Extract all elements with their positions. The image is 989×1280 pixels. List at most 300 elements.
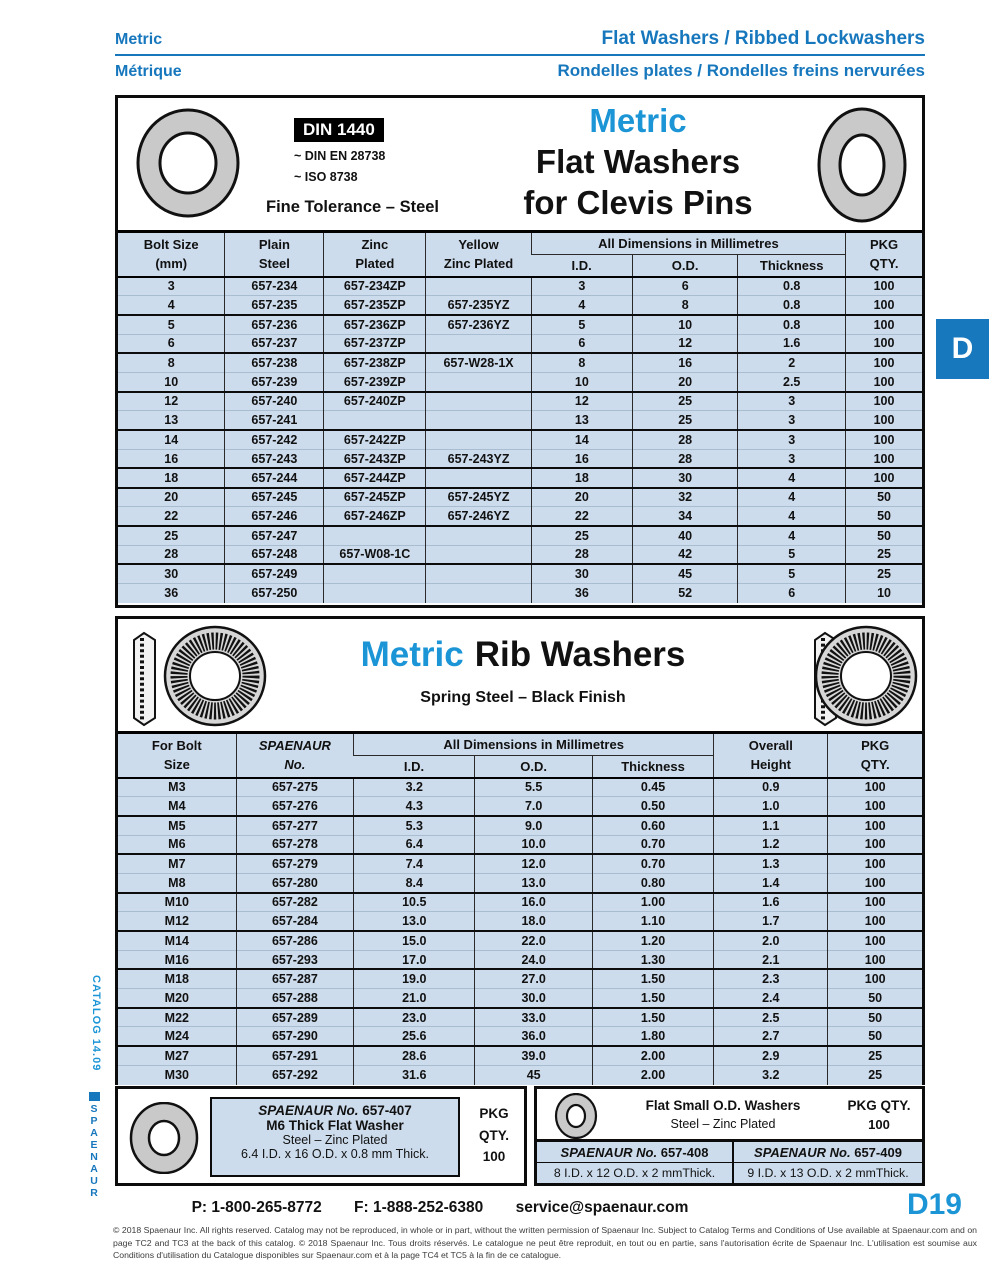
table-cell: 657-246ZP bbox=[324, 507, 426, 526]
table-row bbox=[118, 1008, 922, 1027]
table-cell: 100 bbox=[846, 468, 922, 487]
table-cell: 657-235 bbox=[225, 296, 324, 315]
table-cell: M24 bbox=[118, 1027, 236, 1046]
table-cell: 4 bbox=[738, 526, 846, 545]
col-id: I.D. bbox=[571, 257, 592, 273]
table-cell: 100 bbox=[846, 353, 922, 372]
flat-washers-title bbox=[458, 100, 818, 223]
table-cell: 1.50 bbox=[592, 969, 713, 988]
table-cell: 3 bbox=[738, 392, 846, 411]
table-cell: 7.4 bbox=[354, 854, 475, 873]
header-divider bbox=[115, 54, 925, 56]
rib-washer-image-left bbox=[161, 624, 269, 728]
table-row bbox=[118, 468, 922, 487]
table-cell: 657-278 bbox=[236, 835, 353, 854]
table-cell: 6 bbox=[633, 277, 738, 296]
small-od-part-grid bbox=[537, 1139, 922, 1183]
table-cell: 657-246YZ bbox=[426, 507, 531, 526]
table-cell: 657-W08-1C bbox=[324, 545, 426, 564]
table-cell: 34 bbox=[633, 507, 738, 526]
table-cell: 10.0 bbox=[475, 835, 592, 854]
col-pkg-qty: PKG QTY. bbox=[828, 733, 922, 778]
table-cell: 4 bbox=[738, 468, 846, 487]
table-cell: 1.3 bbox=[714, 854, 828, 873]
table-cell: 25 bbox=[828, 1046, 922, 1065]
table-cell: 1.30 bbox=[592, 950, 713, 969]
table-cell: 30.0 bbox=[475, 989, 592, 1008]
table-cell: 0.8 bbox=[738, 296, 846, 315]
thick-flat-washer-box bbox=[115, 1086, 527, 1186]
table-cell: 657-234ZP bbox=[324, 277, 426, 296]
col-group-dimensions: All Dimensions in Millimetres bbox=[531, 232, 845, 255]
table-cell: 657-290 bbox=[236, 1027, 353, 1046]
table-cell: 6 bbox=[531, 334, 632, 353]
table-cell: 657-245YZ bbox=[426, 488, 531, 507]
table-row bbox=[118, 315, 922, 334]
col-yellow-zinc: Yellow Zinc Plated bbox=[426, 232, 531, 277]
table-cell: 40 bbox=[633, 526, 738, 545]
table-cell: 100 bbox=[828, 893, 922, 912]
table-cell: 100 bbox=[828, 778, 922, 797]
table-cell: 4.3 bbox=[354, 797, 475, 816]
flat-small-od-washers-box bbox=[534, 1086, 925, 1186]
table-cell: 100 bbox=[828, 835, 922, 854]
col-for-bolt-size: For Bolt Size bbox=[151, 737, 202, 773]
table-cell: 3 bbox=[738, 449, 846, 468]
table-cell: 25.6 bbox=[354, 1027, 475, 1046]
part-label-657-409: SPAENAUR No. 657-409 bbox=[732, 1142, 922, 1163]
spaenaur-no-label: SPAENAUR No. bbox=[258, 1103, 359, 1118]
table-cell: M22 bbox=[118, 1008, 236, 1027]
table-cell: 19.0 bbox=[354, 969, 475, 988]
table-row bbox=[118, 526, 922, 545]
table-cell: 2.4 bbox=[714, 989, 828, 1008]
table-cell: 3.2 bbox=[714, 1065, 828, 1084]
table-cell: 30 bbox=[118, 564, 225, 583]
table-cell: 3 bbox=[531, 277, 632, 296]
col-od: O.D. bbox=[633, 255, 738, 277]
table-cell: 2.7 bbox=[714, 1027, 828, 1046]
table-cell: 3.2 bbox=[354, 778, 475, 797]
table-cell: 4 bbox=[118, 296, 225, 315]
table-cell: 50 bbox=[846, 507, 922, 526]
table-cell bbox=[324, 584, 426, 603]
table-cell: 14 bbox=[531, 430, 632, 449]
table-cell: 22.0 bbox=[475, 931, 592, 950]
table-cell: 18 bbox=[118, 468, 225, 487]
table-cell: M30 bbox=[118, 1065, 236, 1084]
table-cell bbox=[426, 584, 531, 603]
table-cell: 1.6 bbox=[738, 334, 846, 353]
table-cell: 23.0 bbox=[354, 1008, 475, 1027]
col-plain-steel: Plain Steel bbox=[225, 232, 324, 277]
table-cell: 100 bbox=[846, 411, 922, 430]
table-cell: 657-237 bbox=[225, 334, 324, 353]
table-cell: 100 bbox=[846, 334, 922, 353]
table-cell: 657-243YZ bbox=[426, 449, 531, 468]
table-row bbox=[118, 854, 922, 873]
flat-washer-image-left bbox=[134, 106, 242, 221]
table-cell: 16 bbox=[531, 449, 632, 468]
rib-washers-title bbox=[318, 635, 728, 675]
table-cell: 13 bbox=[531, 411, 632, 430]
table-cell: 42 bbox=[633, 545, 738, 564]
table-cell: 657-289 bbox=[236, 1008, 353, 1027]
table-cell: 12 bbox=[531, 392, 632, 411]
table-row bbox=[118, 296, 922, 315]
table-cell: M6 bbox=[118, 835, 236, 854]
table-cell: 17.0 bbox=[354, 950, 475, 969]
rib-washer-image-right bbox=[812, 624, 920, 728]
table-cell: 2.3 bbox=[714, 969, 828, 988]
table-cell bbox=[324, 411, 426, 430]
flat-washer-image-right bbox=[816, 106, 908, 224]
table-cell: 13.0 bbox=[354, 912, 475, 931]
spine-brand-block bbox=[88, 1092, 100, 1199]
table-cell: 657-249 bbox=[225, 564, 324, 583]
spaenaur-logo-icon bbox=[89, 1092, 100, 1101]
rib-washers-banner bbox=[118, 619, 922, 731]
table-row bbox=[118, 893, 922, 912]
table-cell: 657-239ZP bbox=[324, 372, 426, 391]
table-cell: 2.0 bbox=[714, 931, 828, 950]
table-cell: M5 bbox=[118, 816, 236, 835]
table-cell: 16 bbox=[633, 353, 738, 372]
table-cell: 21.0 bbox=[354, 989, 475, 1008]
table-cell: M27 bbox=[118, 1046, 236, 1065]
table-cell: 657-292 bbox=[236, 1065, 353, 1084]
table-cell: 1.4 bbox=[714, 873, 828, 892]
table-cell: 2.1 bbox=[714, 950, 828, 969]
table-cell: 657-243ZP bbox=[324, 449, 426, 468]
table-cell bbox=[426, 392, 531, 411]
table-cell: 100 bbox=[828, 931, 922, 950]
table-cell: 100 bbox=[846, 449, 922, 468]
col-overall-height: Overall Height bbox=[714, 733, 828, 778]
flat-washers-section bbox=[115, 95, 925, 608]
table-cell: 657-250 bbox=[225, 584, 324, 603]
table-cell: 657-242 bbox=[225, 430, 324, 449]
table-cell: 657-293 bbox=[236, 950, 353, 969]
rib-washers-section bbox=[115, 616, 925, 1085]
pkg-qty-value: 100 bbox=[482, 1149, 506, 1165]
table-cell: 657-238 bbox=[225, 353, 324, 372]
table-row bbox=[118, 797, 922, 816]
table-cell: M18 bbox=[118, 969, 236, 988]
table-cell: 1.80 bbox=[592, 1027, 713, 1046]
col-bolt-size: Bolt Size (mm) bbox=[143, 236, 199, 272]
table-cell: M12 bbox=[118, 912, 236, 931]
table-row bbox=[118, 334, 922, 353]
col-thickness: Thickness bbox=[592, 756, 713, 778]
table-cell: 25 bbox=[531, 526, 632, 545]
table-cell: 10 bbox=[118, 372, 225, 391]
table-row bbox=[118, 912, 922, 931]
table-cell: 13.0 bbox=[475, 873, 592, 892]
table-cell: 20 bbox=[118, 488, 225, 507]
pkg-label-line1: PKG bbox=[479, 1106, 509, 1121]
part-name: M6 Thick Flat Washer bbox=[266, 1118, 404, 1133]
rib-title-accent: Metric bbox=[360, 635, 464, 674]
table-row bbox=[118, 1046, 922, 1065]
table-cell: 8 bbox=[118, 353, 225, 372]
part-dimensions: 6.4 I.D. x 16 O.D. x 0.8 mm Thick. bbox=[240, 1147, 430, 1161]
table-cell: 1.10 bbox=[592, 912, 713, 931]
col-spaenaur-no: SPAENAUR No. bbox=[236, 733, 353, 778]
table-cell: 8 bbox=[531, 353, 632, 372]
table-cell: 22 bbox=[531, 507, 632, 526]
pkg-qty-block bbox=[463, 1103, 525, 1168]
table-cell: 657-245 bbox=[225, 488, 324, 507]
pkg-label-line2: QTY. bbox=[478, 1127, 509, 1143]
table-cell: M8 bbox=[118, 873, 236, 892]
table-cell: 36 bbox=[531, 584, 632, 603]
table-cell: 22 bbox=[118, 507, 225, 526]
table-cell: 12.0 bbox=[475, 854, 592, 873]
flat-washers-banner bbox=[118, 98, 922, 230]
table-cell: 3 bbox=[738, 411, 846, 430]
flat-washer-image-small bbox=[128, 1102, 200, 1174]
table-cell: 657-246 bbox=[225, 507, 324, 526]
tolerance-note: Fine Tolerance – Steel bbox=[266, 198, 440, 216]
part-material: Steel – Zinc Plated bbox=[282, 1133, 388, 1147]
table-cell: 32 bbox=[633, 488, 738, 507]
table-cell: 100 bbox=[846, 392, 922, 411]
spine-brand-text: SPAENAUR bbox=[88, 1103, 100, 1199]
table-cell: 20 bbox=[633, 372, 738, 391]
table-cell: 2.5 bbox=[738, 372, 846, 391]
table-cell: 14 bbox=[118, 430, 225, 449]
table-cell: 28 bbox=[633, 449, 738, 468]
table-cell: 4 bbox=[531, 296, 632, 315]
table-cell: 4 bbox=[738, 488, 846, 507]
table-cell: 5.3 bbox=[354, 816, 475, 835]
table-cell: 657-235YZ bbox=[426, 296, 531, 315]
table-cell: 657-284 bbox=[236, 912, 353, 931]
table-cell: 0.45 bbox=[592, 778, 713, 797]
table-cell bbox=[324, 564, 426, 583]
table-cell: 0.80 bbox=[592, 873, 713, 892]
table-cell: 657-280 bbox=[236, 873, 353, 892]
table-cell: 657-236 bbox=[225, 315, 324, 334]
rib-washer-side-view-left bbox=[129, 631, 159, 727]
table-cell: 13 bbox=[118, 411, 225, 430]
table-row bbox=[118, 950, 922, 969]
table-cell: 0.50 bbox=[592, 797, 713, 816]
table-cell: 657-238ZP bbox=[324, 353, 426, 372]
table-cell: 3 bbox=[118, 277, 225, 296]
table-cell: 0.70 bbox=[592, 854, 713, 873]
table-cell: 10.5 bbox=[354, 893, 475, 912]
table-row bbox=[118, 392, 922, 411]
spine-catalog-text: CATALOG 14.09 bbox=[90, 975, 102, 1072]
table-cell: 6 bbox=[118, 334, 225, 353]
table-row bbox=[118, 411, 922, 430]
table-cell: 657-247 bbox=[225, 526, 324, 545]
footer-contact-line bbox=[0, 1199, 880, 1217]
header-left-subtitle: Métrique bbox=[115, 63, 182, 80]
small-od-material: Steel – Zinc Plated bbox=[670, 1117, 776, 1131]
table-cell: 657-243 bbox=[225, 449, 324, 468]
flat-title-line1: Flat Washers bbox=[535, 143, 741, 180]
table-cell: 657-288 bbox=[236, 989, 353, 1008]
table-cell: 33.0 bbox=[475, 1008, 592, 1027]
table-cell: 657-234 bbox=[225, 277, 324, 296]
table-row bbox=[118, 969, 922, 988]
table-cell bbox=[426, 411, 531, 430]
table-cell: 28 bbox=[633, 430, 738, 449]
table-cell: 100 bbox=[828, 950, 922, 969]
small-od-title: Flat Small O.D. Washers bbox=[645, 1098, 801, 1113]
header-right-title: Flat Washers / Ribbed Lockwashers bbox=[601, 28, 925, 49]
rib-title-rest: Rib Washers bbox=[474, 635, 686, 674]
table-cell bbox=[426, 526, 531, 545]
table-cell bbox=[426, 468, 531, 487]
table-cell: 657-277 bbox=[236, 816, 353, 835]
table-cell: 657-287 bbox=[236, 969, 353, 988]
table-cell: 657-244ZP bbox=[324, 468, 426, 487]
table-cell: 45 bbox=[633, 564, 738, 583]
rib-table-body bbox=[118, 778, 922, 1085]
table-cell bbox=[426, 334, 531, 353]
table-cell: 18.0 bbox=[475, 912, 592, 931]
table-cell: 100 bbox=[846, 315, 922, 334]
table-cell: 30 bbox=[531, 564, 632, 583]
table-row bbox=[118, 1027, 922, 1046]
copyright-text: © 2018 Spaenaur Inc. All rights reserved. Catalog may not be reproduced, in whole or in part, without the written permission of Spaenaur Inc. Subject to Catalog Terms and Conditions of Use available at Spaenaur.com and on page TC2 and TC3 at the back of this catalog. © 2018 Spaenaur Inc. Tous droits réservés. Le catalogue ne peut être reproduit, en tout ou en partie, sans l'autorisation écrite de Spaenaur Inc. L'utilisation est soumise aux Conditions d'utilisation du Catalogue disponibles sur Spaenaur.com et à la page TC4 et TC5 à la fin de ce catalogue. bbox=[113, 1225, 977, 1261]
table-cell: 657-242ZP bbox=[324, 430, 426, 449]
table-cell: 657-237ZP bbox=[324, 334, 426, 353]
table-cell: 8 bbox=[633, 296, 738, 315]
table-cell: 25 bbox=[633, 411, 738, 430]
din-ref-1: ~ DIN EN 28738 bbox=[294, 149, 386, 163]
section-tab-d[interactable]: D bbox=[936, 319, 989, 379]
table-cell: 1.2 bbox=[714, 835, 828, 854]
col-thickness: Thickness bbox=[738, 255, 846, 277]
table-cell: 657-291 bbox=[236, 1046, 353, 1065]
footer-phone: P: 1-800-265-8772 bbox=[191, 1199, 322, 1216]
table-cell: 100 bbox=[846, 430, 922, 449]
table-cell: 100 bbox=[828, 912, 922, 931]
table-cell: 36 bbox=[118, 584, 225, 603]
din-badge: DIN 1440 bbox=[294, 118, 384, 142]
rib-washers-subtitle: Spring Steel – Black Finish bbox=[420, 689, 626, 706]
table-cell: 10 bbox=[846, 584, 922, 603]
footer-email[interactable]: service@spaenaur.com bbox=[515, 1199, 689, 1216]
table-cell: 50 bbox=[828, 1008, 922, 1027]
header-right-subtitle: Rondelles plates / Rondelles freins nervurées bbox=[557, 61, 925, 80]
table-cell: 1.50 bbox=[592, 989, 713, 1008]
table-cell: 657-236ZP bbox=[324, 315, 426, 334]
table-cell: 657-241 bbox=[225, 411, 324, 430]
flat-washer-image-small bbox=[549, 1093, 603, 1139]
table-cell: 657-275 bbox=[236, 778, 353, 797]
table-cell: 28 bbox=[531, 545, 632, 564]
table-cell: 31.6 bbox=[354, 1065, 475, 1084]
din-spec-block bbox=[266, 118, 481, 217]
thick-flat-washer-card bbox=[210, 1097, 460, 1177]
table-row bbox=[118, 835, 922, 854]
table-cell: 657-240ZP bbox=[324, 392, 426, 411]
table-cell bbox=[426, 277, 531, 296]
table-cell: 7.0 bbox=[475, 797, 592, 816]
table-cell: 657-236YZ bbox=[426, 315, 531, 334]
table-cell: 6 bbox=[738, 584, 846, 603]
table-cell: 15.0 bbox=[354, 931, 475, 950]
table-cell: 5 bbox=[118, 315, 225, 334]
pkg-qty-label: PKG QTY. bbox=[847, 1098, 911, 1113]
col-od: O.D. bbox=[475, 756, 592, 778]
table-cell: 10 bbox=[531, 372, 632, 391]
table-row bbox=[118, 488, 922, 507]
table-cell: 3 bbox=[738, 430, 846, 449]
table-row bbox=[118, 816, 922, 835]
table-cell: 100 bbox=[828, 816, 922, 835]
pkg-qty-value: 100 bbox=[868, 1117, 890, 1132]
table-row bbox=[118, 449, 922, 468]
table-row bbox=[118, 584, 922, 603]
table-cell: 0.8 bbox=[738, 315, 846, 334]
flat-title-accent: Metric bbox=[589, 102, 687, 139]
table-cell: 30 bbox=[633, 468, 738, 487]
table-cell: 27.0 bbox=[475, 969, 592, 988]
table-row bbox=[118, 931, 922, 950]
col-group-dimensions: All Dimensions in Millimetres bbox=[354, 733, 714, 756]
table-cell: 9.0 bbox=[475, 816, 592, 835]
table-cell: 657-240 bbox=[225, 392, 324, 411]
col-pkg-qty: PKG QTY. bbox=[846, 232, 922, 277]
page-number: D19 bbox=[906, 1188, 962, 1221]
table-cell: 5.5 bbox=[475, 778, 592, 797]
table-cell: 16.0 bbox=[475, 893, 592, 912]
table-row bbox=[118, 778, 922, 797]
table-cell: 18 bbox=[531, 468, 632, 487]
table-cell: 657-244 bbox=[225, 468, 324, 487]
table-cell: 1.6 bbox=[714, 893, 828, 912]
flat-title-line2: for Clevis Pins bbox=[523, 184, 753, 221]
table-row bbox=[118, 277, 922, 296]
table-cell: 657-286 bbox=[236, 931, 353, 950]
table-cell: 0.60 bbox=[592, 816, 713, 835]
table-cell: M7 bbox=[118, 854, 236, 873]
table-cell: 657-248 bbox=[225, 545, 324, 564]
table-cell: 50 bbox=[846, 526, 922, 545]
col-id: I.D. bbox=[403, 758, 425, 774]
table-cell: 52 bbox=[633, 584, 738, 603]
part-dims-657-409: 9 I.D. x 13 O.D. x 2 mmThick. bbox=[732, 1163, 922, 1183]
col-zinc-plated: Zinc Plated bbox=[324, 232, 426, 277]
table-cell: 5 bbox=[738, 564, 846, 583]
table-cell: 50 bbox=[828, 1027, 922, 1046]
table-row bbox=[118, 372, 922, 391]
table-cell: 25 bbox=[118, 526, 225, 545]
table-cell: 657-282 bbox=[236, 893, 353, 912]
table-cell: 657-276 bbox=[236, 797, 353, 816]
table-cell: 6.4 bbox=[354, 835, 475, 854]
part-dims-657-408: 8 I.D. x 12 O.D. x 2 mmThick. bbox=[553, 1166, 716, 1180]
table-cell: 16 bbox=[118, 449, 225, 468]
table-cell: 2.9 bbox=[714, 1046, 828, 1065]
table-cell: 1.0 bbox=[714, 797, 828, 816]
table-cell: 100 bbox=[846, 277, 922, 296]
rib-washers-table bbox=[118, 731, 922, 1085]
table-cell: 25 bbox=[846, 564, 922, 583]
footer-fax: F: 1-888-252-6380 bbox=[354, 1199, 484, 1216]
table-cell: 39.0 bbox=[475, 1046, 592, 1065]
table-cell: 2.5 bbox=[714, 1008, 828, 1027]
table-row bbox=[118, 545, 922, 564]
table-cell: 0.8 bbox=[738, 277, 846, 296]
